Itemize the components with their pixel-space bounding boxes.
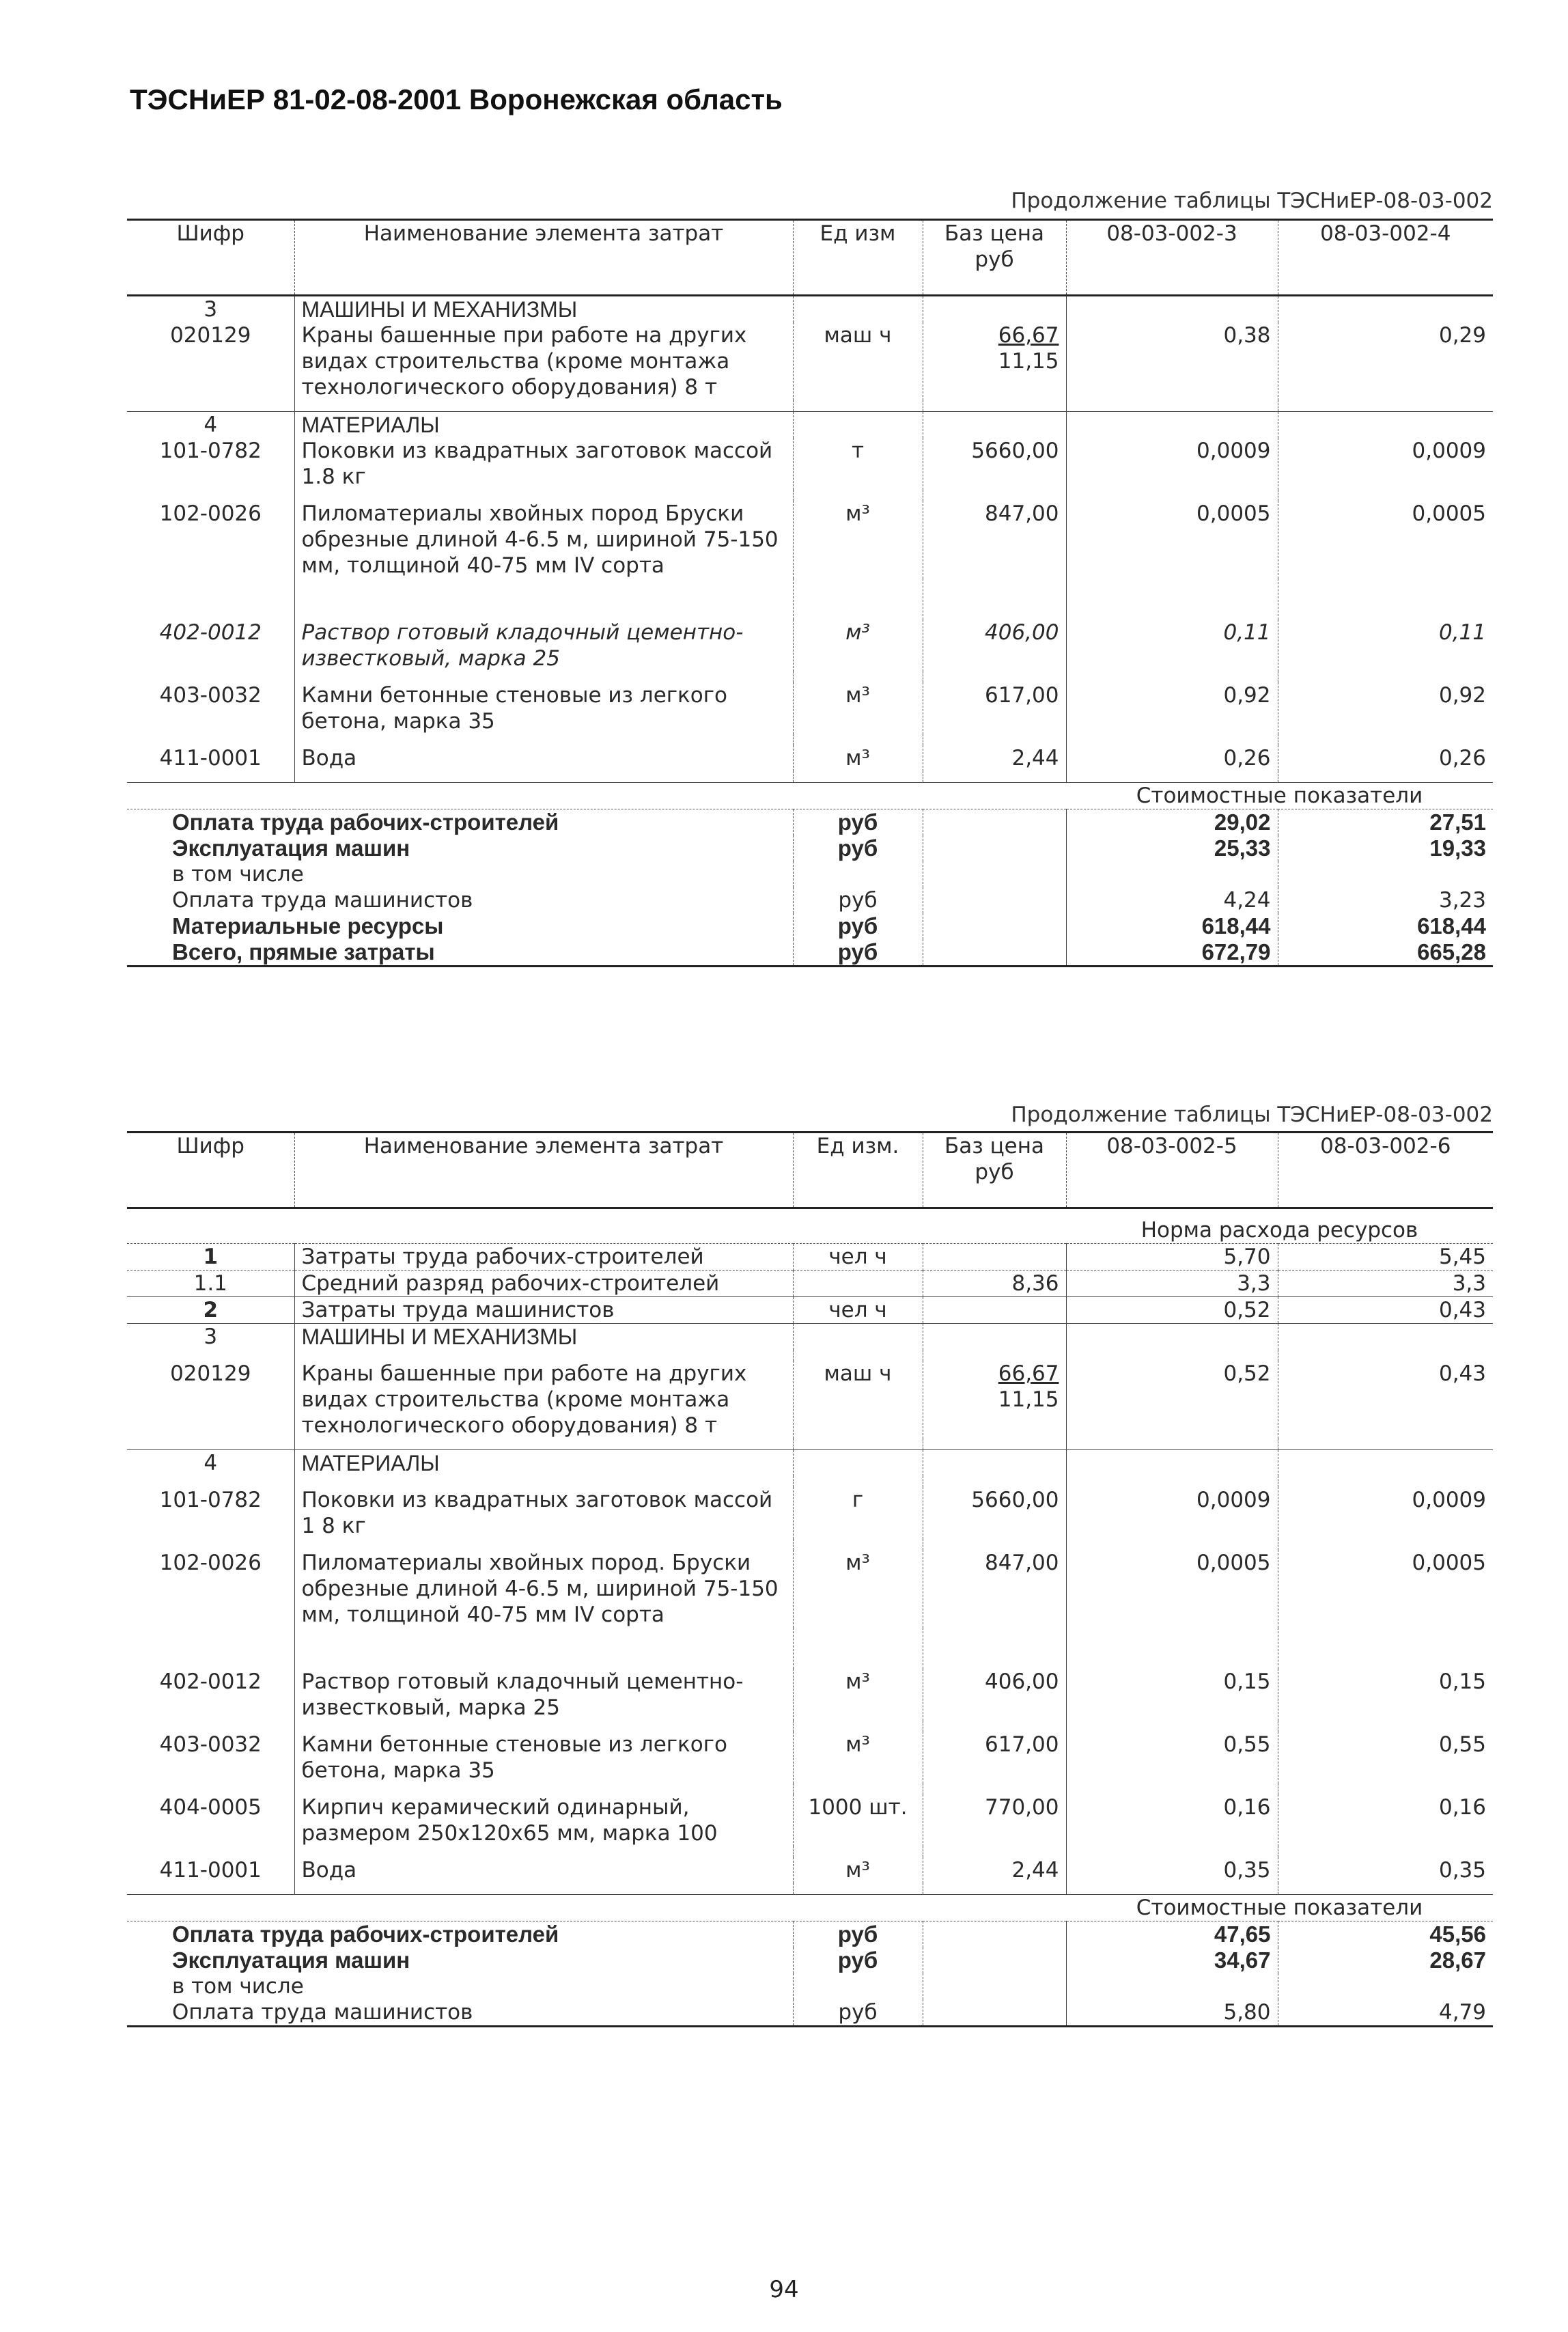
row-name: Вода xyxy=(294,1857,793,1883)
summary-label: Оплата труда рабочих-строителей xyxy=(172,1921,559,1947)
row-name: Пиломатериалы хвойных пород Бруски обрезные длиной 4-6.5 м, шириной 75-150 мм, толщиной 40-75 мм IV сорта xyxy=(294,501,793,579)
norm-label: Норма расхода ресурсов xyxy=(1066,1208,1493,1244)
table-row xyxy=(127,745,1493,771)
table1-header-row xyxy=(127,220,1493,296)
summary-value-a: 618,44 xyxy=(1066,913,1278,939)
table-row xyxy=(127,1244,1493,1271)
row-unit: маш ч xyxy=(793,322,923,400)
row-value-b: 0,92 xyxy=(1278,682,1493,734)
row-unit: чел ч xyxy=(793,1297,923,1324)
summary-value-b: 27,51 xyxy=(1278,809,1493,836)
row-value-a: 0,92 xyxy=(1066,682,1278,734)
row-name: Камни бетонные стеновые из легкого бетона, марка 35 xyxy=(294,1732,793,1783)
row-unit: 1000 шт. xyxy=(793,1794,923,1846)
row-value-a: 0,0009 xyxy=(1066,1487,1278,1539)
row-unit: м³ xyxy=(793,1669,923,1721)
row-value-b: 0,15 xyxy=(1278,1669,1493,1721)
row-price: 406,00 xyxy=(923,1669,1066,1721)
col-b-header: 08-03-002-6 xyxy=(1278,1133,1493,1208)
row-unit: г xyxy=(793,1487,923,1539)
summary-label: в том числе xyxy=(172,862,304,887)
row-price xyxy=(923,322,1066,400)
row-value-a: 0,52 xyxy=(1066,1297,1278,1324)
row-name: МАШИНЫ И МЕХАНИЗМЫ xyxy=(294,1324,793,1350)
table-row xyxy=(127,438,1493,490)
price-labor: 11,15 xyxy=(998,349,1059,374)
summary-label: Эксплуатация машин xyxy=(172,835,410,861)
summary-unit: руб xyxy=(793,887,923,913)
table-row xyxy=(127,412,1493,439)
resource-table-2 xyxy=(127,1131,1493,2027)
summary-value-b: 19,33 xyxy=(1278,835,1493,861)
table2-caption: Продолжение таблицы ТЭСНиЕР-08-03-002 xyxy=(1011,1102,1493,1127)
norm-row xyxy=(127,1208,1493,1244)
row-value-b: 0,16 xyxy=(1278,1794,1493,1846)
row-price: 770,00 xyxy=(923,1794,1066,1846)
row-name: Кирпич керамический одинарный, размером 250x120x65 мм, марка 100 xyxy=(294,1794,793,1846)
row-price xyxy=(923,1361,1066,1439)
row-name: Краны башенные при работе на других видах строительства (кроме монтажа технологического оборудования) 8 т xyxy=(294,322,793,400)
summary-label: в том числе xyxy=(172,1974,304,1999)
row-value-b: 0,26 xyxy=(1278,745,1493,771)
summary-row xyxy=(127,809,1493,836)
row-name: МАШИНЫ И МЕХАНИЗМЫ xyxy=(294,296,793,323)
row-value-b: 0,0009 xyxy=(1278,1487,1493,1539)
row-unit: м³ xyxy=(793,1550,923,1628)
summary-row xyxy=(127,861,1493,887)
summary-label: Оплата труда рабочих-строителей xyxy=(172,809,559,835)
col-b-header: 08-03-002-4 xyxy=(1278,220,1493,296)
table-row xyxy=(127,1487,1493,1539)
col-name-header: Наименование элемента затрат xyxy=(294,220,793,296)
table-row xyxy=(127,1324,1493,1350)
summary-unit: руб xyxy=(793,809,923,836)
row-price: 2,44 xyxy=(923,745,1066,771)
summary-unit: руб xyxy=(793,1921,923,1948)
row-code: 102-0026 xyxy=(159,501,262,526)
row-name: Раствор готовый кладочный цементно-известковый, марка 25 xyxy=(294,620,793,671)
row-unit: чел ч xyxy=(793,1244,923,1271)
row-value-a: 0,11 xyxy=(1066,620,1278,671)
table-row xyxy=(127,1669,1493,1721)
summary-value-a: 29,02 xyxy=(1066,809,1278,836)
summary-row xyxy=(127,939,1493,967)
table-row xyxy=(127,1794,1493,1846)
row-value-a: 5,70 xyxy=(1066,1244,1278,1271)
row-code: 403-0032 xyxy=(159,683,262,708)
row-price: 406,00 xyxy=(923,620,1066,671)
row-name: Вода xyxy=(294,745,793,771)
row-value-b: 0,43 xyxy=(1278,1361,1493,1439)
summary-value-b: 28,67 xyxy=(1278,1947,1493,1973)
row-name: Поковки из квадратных заготовок массой 1.8 кг xyxy=(294,438,793,490)
row-price: 2,44 xyxy=(923,1857,1066,1883)
row-value-a: 0,15 xyxy=(1066,1669,1278,1721)
row-code: 3 xyxy=(127,1324,294,1350)
table2-header-row xyxy=(127,1133,1493,1208)
col-name-header: Наименование элемента затрат xyxy=(294,1133,793,1208)
row-code: 403-0032 xyxy=(159,1732,262,1757)
row-name: Затраты труда рабочих-строителей xyxy=(294,1244,793,1271)
row-value-b: 0,0005 xyxy=(1278,1550,1493,1628)
table-row xyxy=(127,620,1493,671)
row-unit: маш ч xyxy=(793,1361,923,1439)
price-total: 66,67 xyxy=(998,323,1059,348)
page-header: ТЭСНиЕР 81-02-08-2001 Воронежская область xyxy=(130,83,783,115)
row-code: 411-0001 xyxy=(159,746,262,771)
row-price: 847,00 xyxy=(923,501,1066,579)
summary-value-a: 34,67 xyxy=(1066,1947,1278,1973)
row-value-b: 5,45 xyxy=(1278,1244,1493,1271)
resource-table-1 xyxy=(127,219,1493,967)
row-value-a: 0,52 xyxy=(1066,1361,1278,1439)
summary-unit: руб xyxy=(793,939,923,967)
summary-value-b: 618,44 xyxy=(1278,913,1493,939)
row-code: 3 xyxy=(204,297,218,322)
table-row xyxy=(127,682,1493,734)
row-price: 5660,00 xyxy=(923,1487,1066,1539)
cost-indicators-label: Стоимостные показатели xyxy=(1066,1895,1493,1921)
summary-row xyxy=(127,1921,1493,1948)
summary-row xyxy=(127,1999,1493,2027)
row-value-b: 0,29 xyxy=(1278,322,1493,400)
row-unit: м³ xyxy=(793,745,923,771)
table-row xyxy=(127,1732,1493,1783)
summary-unit: руб xyxy=(793,1947,923,1973)
row-name: МАТЕРИАЛЫ xyxy=(294,1450,793,1477)
summary-row xyxy=(127,1947,1493,1973)
row-value-a: 0,38 xyxy=(1066,322,1278,400)
row-code: 4 xyxy=(127,1450,294,1477)
row-code: 411-0001 xyxy=(159,1858,262,1883)
row-price: 617,00 xyxy=(923,682,1066,734)
row-code: 101-0782 xyxy=(159,439,262,463)
col-a-header: 08-03-002-5 xyxy=(1066,1133,1278,1208)
row-value-b: 0,0005 xyxy=(1278,501,1493,579)
price-total: 66,67 xyxy=(998,1361,1059,1386)
table-row xyxy=(127,296,1493,323)
summary-label: Оплата труда машинистов xyxy=(127,1999,793,2027)
row-name: Средний разряд рабочих-строителей xyxy=(294,1271,793,1297)
cost-indicators-row xyxy=(127,783,1493,809)
col-price-header: Баз цена руб xyxy=(923,1133,1066,1208)
table-row xyxy=(127,322,1493,400)
row-unit: м³ xyxy=(793,682,923,734)
table-row xyxy=(127,1450,1493,1477)
col-unit-header: Ед изм xyxy=(793,220,923,296)
table1-caption: Продолжение таблицы ТЭСНиЕР-08-03-002 xyxy=(1011,189,1493,213)
row-value-a: 0,0005 xyxy=(1066,1550,1278,1628)
row-code: 101-0782 xyxy=(159,1488,262,1512)
summary-unit: руб xyxy=(793,835,923,861)
row-value-b: 0,0009 xyxy=(1278,438,1493,490)
row-value-b: 0,43 xyxy=(1278,1297,1493,1324)
row-code: 404-0005 xyxy=(159,1795,262,1820)
summary-row xyxy=(127,887,1493,913)
summary-value-a: 25,33 xyxy=(1066,835,1278,861)
row-price: 847,00 xyxy=(923,1550,1066,1628)
summary-label: Оплата труда машинистов xyxy=(172,888,473,913)
row-name: Пиломатериалы хвойных пород. Бруски обрезные длиной 4-6.5 м, шириной 75-150 мм, толщиной 40-75 мм IV сорта xyxy=(294,1550,793,1628)
summary-label: Эксплуатация машин xyxy=(172,1947,410,1973)
cost-indicators-row xyxy=(127,1895,1493,1921)
row-code: 102-0026 xyxy=(159,1551,262,1575)
table-row xyxy=(127,1271,1493,1297)
row-name: Поковки из квадратных заготовок массой 1 8 кг xyxy=(294,1487,793,1539)
table-row xyxy=(127,501,1493,579)
row-value-a: 0,0009 xyxy=(1066,438,1278,490)
cost-indicators-label: Стоимостные показатели xyxy=(1066,783,1493,809)
row-code: 1 xyxy=(203,1245,219,1269)
row-value-a: 3,3 xyxy=(1066,1271,1278,1297)
summary-value-a: 5,80 xyxy=(1066,1999,1278,2027)
row-unit: т xyxy=(793,438,923,490)
row-code: 020129 xyxy=(170,323,251,348)
row-code: 402-0012 xyxy=(159,1669,262,1694)
row-unit: м³ xyxy=(793,1732,923,1783)
row-value-a: 0,26 xyxy=(1066,745,1278,771)
row-name: Затраты труда машинистов xyxy=(294,1297,793,1324)
col-code-header: Шифр xyxy=(127,220,294,296)
table-row xyxy=(127,1550,1493,1628)
summary-unit: руб xyxy=(793,1999,923,2027)
col-unit-header: Ед изм. xyxy=(793,1133,923,1208)
row-price: 8,36 xyxy=(923,1271,1066,1297)
summary-label: Всего, прямые затраты xyxy=(127,939,793,967)
row-code: 020129 xyxy=(170,1361,251,1386)
summary-row xyxy=(127,835,1493,861)
row-value-a: 0,55 xyxy=(1066,1732,1278,1783)
summary-value-b: 4,79 xyxy=(1278,1999,1493,2027)
summary-value-a: 47,65 xyxy=(1066,1921,1278,1948)
row-price: 5660,00 xyxy=(923,438,1066,490)
table-row xyxy=(127,1361,1493,1439)
summary-label: Материальные ресурсы xyxy=(172,913,444,939)
row-unit: м³ xyxy=(793,1857,923,1883)
price-labor: 11,15 xyxy=(998,1387,1059,1412)
row-value-b: 3,3 xyxy=(1278,1271,1493,1297)
col-code-header: Шифр xyxy=(127,1133,294,1208)
row-code: 1.1 xyxy=(127,1271,294,1297)
summary-value-a: 4,24 xyxy=(1066,887,1278,913)
table-row xyxy=(127,1857,1493,1883)
summary-value-b: 665,28 xyxy=(1278,939,1493,967)
summary-row xyxy=(127,1973,1493,1999)
summary-value-b: 45,56 xyxy=(1278,1921,1493,1948)
summary-unit: руб xyxy=(793,913,923,939)
row-value-b: 0,35 xyxy=(1278,1857,1493,1883)
page-number: 94 xyxy=(769,2276,799,2303)
row-price: 617,00 xyxy=(923,1732,1066,1783)
row-name: Краны башенные при работе на других видах строительства (кроме монтажа технологического оборудования) 8 т xyxy=(294,1361,793,1439)
row-value-a: 0,0005 xyxy=(1066,501,1278,579)
table-row xyxy=(127,1297,1493,1324)
row-value-a: 0,35 xyxy=(1066,1857,1278,1883)
row-unit: м³ xyxy=(793,501,923,579)
row-value-b: 0,55 xyxy=(1278,1732,1493,1783)
summary-value-b: 3,23 xyxy=(1278,887,1493,913)
summary-value-a: 672,79 xyxy=(1066,939,1278,967)
row-value-b: 0,11 xyxy=(1278,620,1493,671)
row-value-a: 0,16 xyxy=(1066,1794,1278,1846)
col-a-header: 08-03-002-3 xyxy=(1066,220,1278,296)
row-code: 402-0012 xyxy=(159,620,262,645)
row-code: 4 xyxy=(127,412,294,439)
row-unit: м³ xyxy=(793,620,923,671)
row-name: МАТЕРИАЛЫ xyxy=(294,412,793,439)
row-code: 2 xyxy=(127,1297,294,1324)
col-price-header: Баз цена руб xyxy=(923,220,1066,296)
row-name: Камни бетонные стеновые из легкого бетона, марка 35 xyxy=(294,682,793,734)
row-name: Раствор готовый кладочный цементно-известковый, марка 25 xyxy=(294,1669,793,1721)
summary-row xyxy=(127,913,1493,939)
